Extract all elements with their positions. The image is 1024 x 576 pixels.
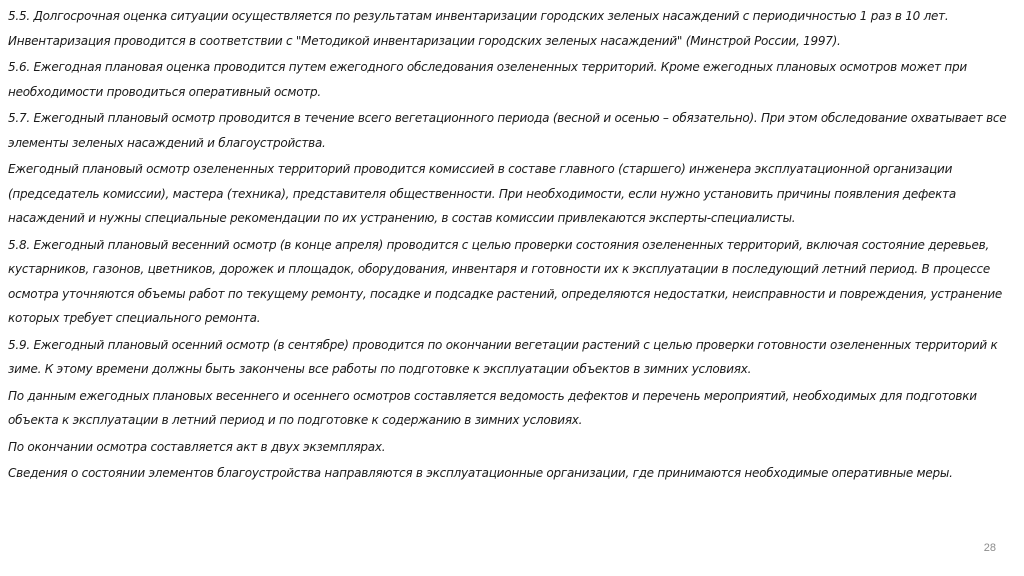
paragraph-info: Сведения о состоянии элементов благоустройства направляются в эксплуатационные организации, где принимаются необходимые оперативные меры. xyxy=(8,466,953,480)
paragraph-commission: Ежегодный плановый осмотр озелененных территорий проводится комиссией в составе главного (старшего) инженера эксплуатационной организации (председатель комиссии), мастера (техника), представителя общественности. При необходимости, если нужно установить причины появления дефекта насаждений и нужны специальные рекомендации по их устранению, в состав комиссии привлекаются эксперты-специалисты. xyxy=(8,162,956,225)
paragraph-5-7: 5.7. Ежегодный плановый осмотр проводится в течение всего вегетационного периода (весной и осенью – обязательно). При этом обследование охватывает все элементы зеленых насаждений и благоустройства. xyxy=(8,111,1007,150)
paragraph-act: По окончании осмотра составляется акт в двух экземплярах. xyxy=(8,439,386,454)
paragraph-5-9: 5.9. Ежегодный плановый осенний осмотр (в сентябре) проводится по окончании вегетации растений с целью проверки готовности озелененных территорий к зиме. К этому времени должны быть закончены все работы по подготовке к эксплуатации объектов в зимних условиях. xyxy=(8,337,998,376)
page-number: 28 xyxy=(983,542,996,554)
paragraph-defects-list: По данным ежегодных плановых весеннего и осеннего осмотров составляется ведомость дефектов и перечень мероприятий, необходимых для подготовки объекта к эксплуатации в летний период и по подготовке к содержанию в зимних условиях. xyxy=(8,388,977,427)
paragraph-5-6: 5.6. Ежегодная плановая оценка проводится путем ежегодного обследования озелененных территорий. Кроме ежегодных плановых осмотров может при необходимости проводиться оперативный осмотр. xyxy=(8,60,967,99)
paragraph-5-5: 5.5. Долгосрочная оценка ситуации осуществляется по результатам инвентаризации городских зеленых насаждений с периодичностью 1 раз в 10 лет. Инвентаризация проводится в соответствии с "Методикой инвентаризации городских зеленых насаждений" (Минстрой России, 1997). xyxy=(8,9,949,48)
paragraph-5-8: 5.8. Ежегодный плановый весенний осмотр (в конце апреля) проводится с целью проверки состояния озелененных территорий, включая состояние деревьев, кустарников, газонов, цветников, дорожек и площадок, оборудования, инвентаря и готовности их к эксплуатации в последующий летний период. В процессе осмотра уточняются объемы работ по текущему ремонту, посадке и подсадке растений, определяются недостатки, неисправности и повреждения, устранение которых требует специального ремонта. xyxy=(8,237,1003,325)
slide-body xyxy=(8,4,1016,487)
